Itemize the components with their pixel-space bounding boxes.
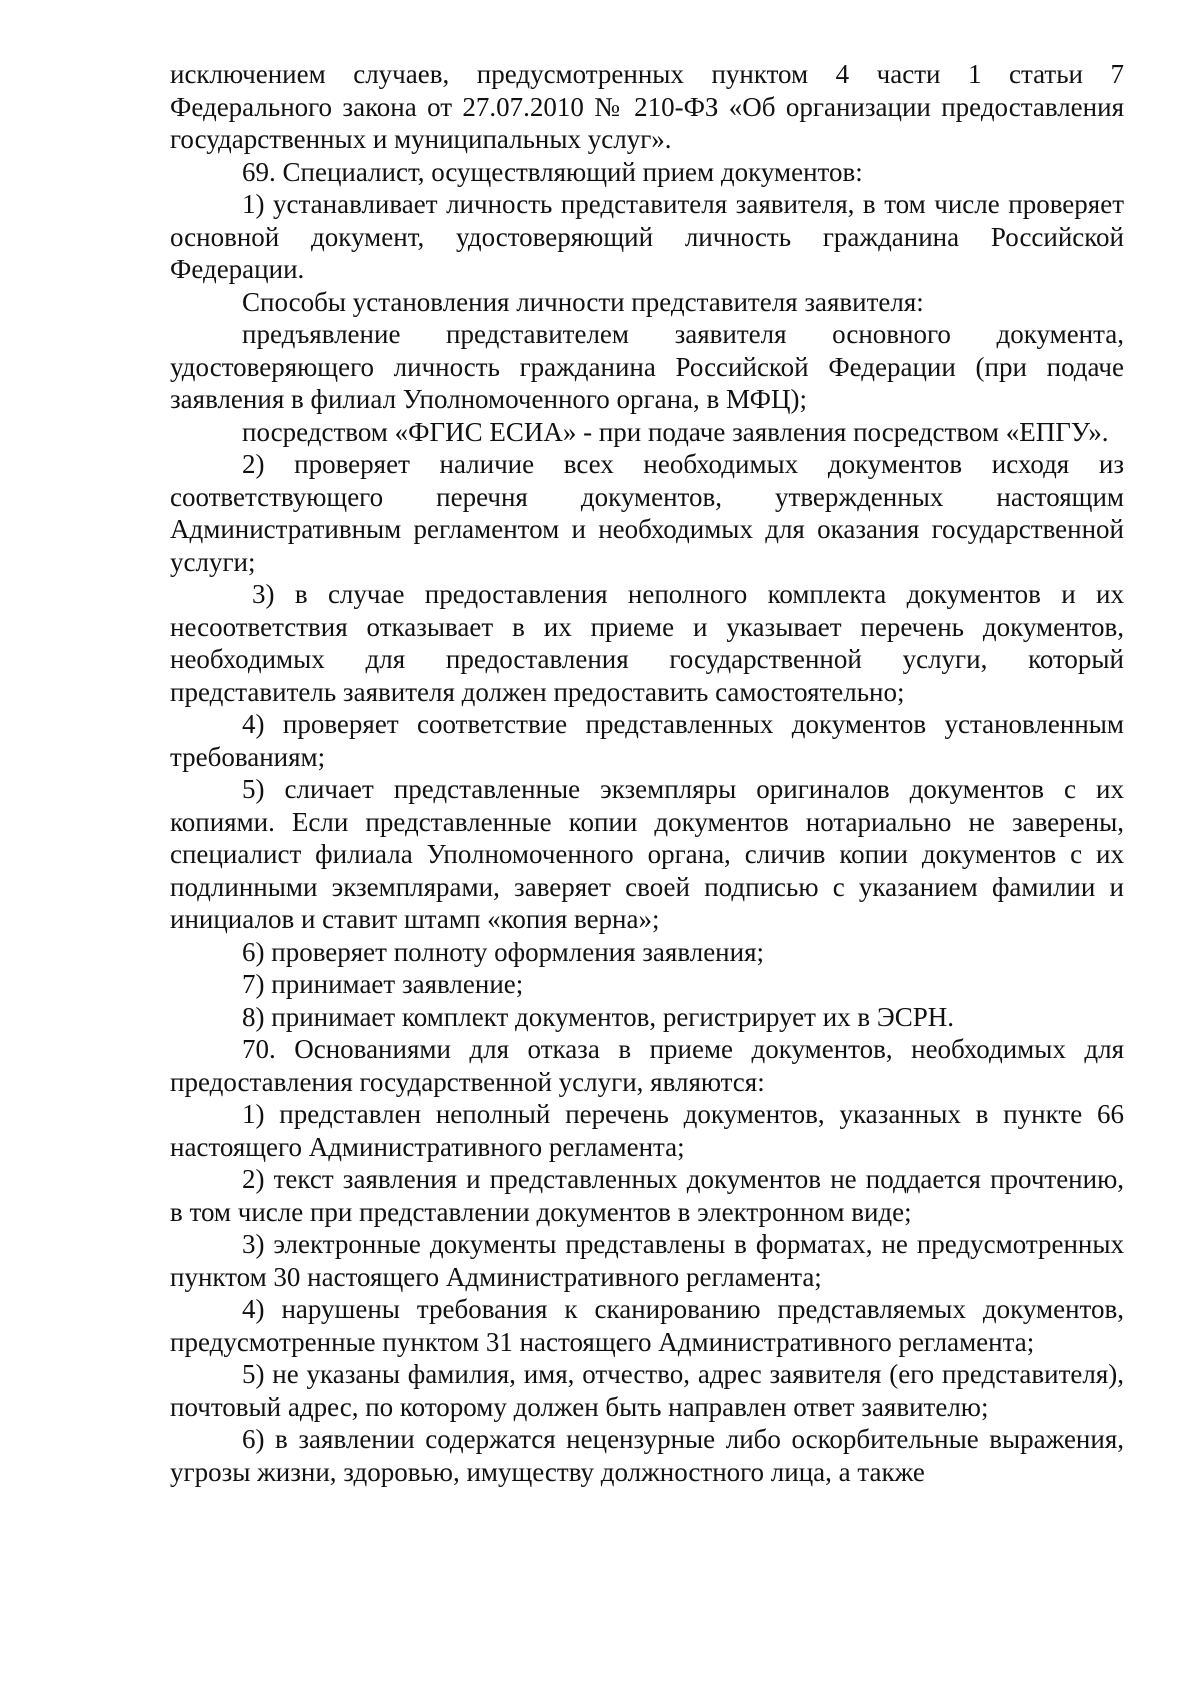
paragraph-identity-method-presentation: предъявление представителем заявителя основного документа, удостоверяющего личность гражданина Российской Федерации (при подаче заявления в филиал Уполномоченного органа, в МФЦ); — [170, 319, 1124, 414]
paragraph-69-item-3: 3) в случае предоставления неполного комплекта документов и их несоответствия отказывает в их приеме и указывает перечень документов, необходимых для предоставления государственной услуги, который представитель заявителя должен предоставить самостоятельно; — [170, 579, 1124, 707]
paragraph-70-item-3: 3) электронные документы представлены в форматах, не предусмотренных пунктом 30 настоящего Административного регламента; — [170, 1229, 1124, 1292]
paragraph-69-item-4: 4) проверяет соответствие представленных документов установленным требованиям; — [170, 709, 1124, 772]
paragraph-69-item-6: 6) проверяет полноту оформления заявления; — [242, 936, 765, 967]
paragraph-70-heading: 70. Основаниями для отказа в приеме документов, необходимых для предоставления государственной услуги, являются: — [170, 1034, 1124, 1097]
paragraph-70-item-2: 2) текст заявления и представленных документов не поддается прочтению, в том числе при представлении документов в электронном виде; — [170, 1164, 1124, 1227]
document-page — [170, 58, 1124, 1488]
paragraph-70-item-5: 5) не указаны фамилия, имя, отчество, адрес заявителя (его представителя), почтовый адрес, по которому должен быть направлен ответ заявителю; — [170, 1359, 1124, 1422]
paragraph-70-item-1: 1) представлен неполный перечень документов, указанных в пункте 66 настоящего Административного регламента; — [170, 1099, 1124, 1162]
paragraph-identity-method-esia: посредством «ФГИС ЕСИА» - при подаче заявления посредством «ЕПГУ». — [242, 416, 1109, 447]
paragraph-69-item-2: 2) проверяет наличие всех необходимых документов исходя из соответствующего перечня документов, утвержденных настоящим Административным регламентом и необходимых для оказания государственной услуги; — [170, 449, 1124, 577]
paragraph-69-item-7: 7) принимает заявление; — [242, 969, 524, 999]
paragraph-69-item-8: 8) принимает комплект документов, регистрирует их в ЭСРН. — [242, 1001, 955, 1032]
paragraph-70-item-4: 4) нарушены требования к сканированию представляемых документов, предусмотренные пунктом 31 настоящего Административного регламента; — [170, 1294, 1124, 1357]
paragraph-identity-methods-heading: Способы установления личности представителя заявителя: — [242, 286, 924, 317]
paragraph-continuation: исключением случаев, предусмотренных пунктом 4 части 1 статьи 7 Федерального закона от 27.07.2010 № 210-ФЗ «Об организации предоставления государственных и муниципальных услуг». — [170, 59, 1124, 154]
paragraph-69-item-1: 1) устанавливает личность представителя заявителя, в том числе проверяет основной документ, удостоверяющий личность гражданина Российской Федерации. — [170, 189, 1124, 284]
paragraph-69-heading: 69. Специалист, осуществляющий прием документов: — [242, 156, 863, 187]
paragraph-69-item-5: 5) сличает представленные экземпляры оригиналов документов с их копиями. Если представленные копии документов нотариально не заверены, специалист филиала Уполномоченного органа, сличив копии документов с их подлинными экземплярами, заверяет своей подписью с указанием фамилии и инициалов и ставит штамп «копия верна»; — [170, 774, 1124, 934]
paragraph-70-item-6: 6) в заявлении содержатся нецензурные либо оскорбительные выражения, угрозы жизни, здоровью, имуществу должностного лица, а также — [170, 1424, 1124, 1487]
